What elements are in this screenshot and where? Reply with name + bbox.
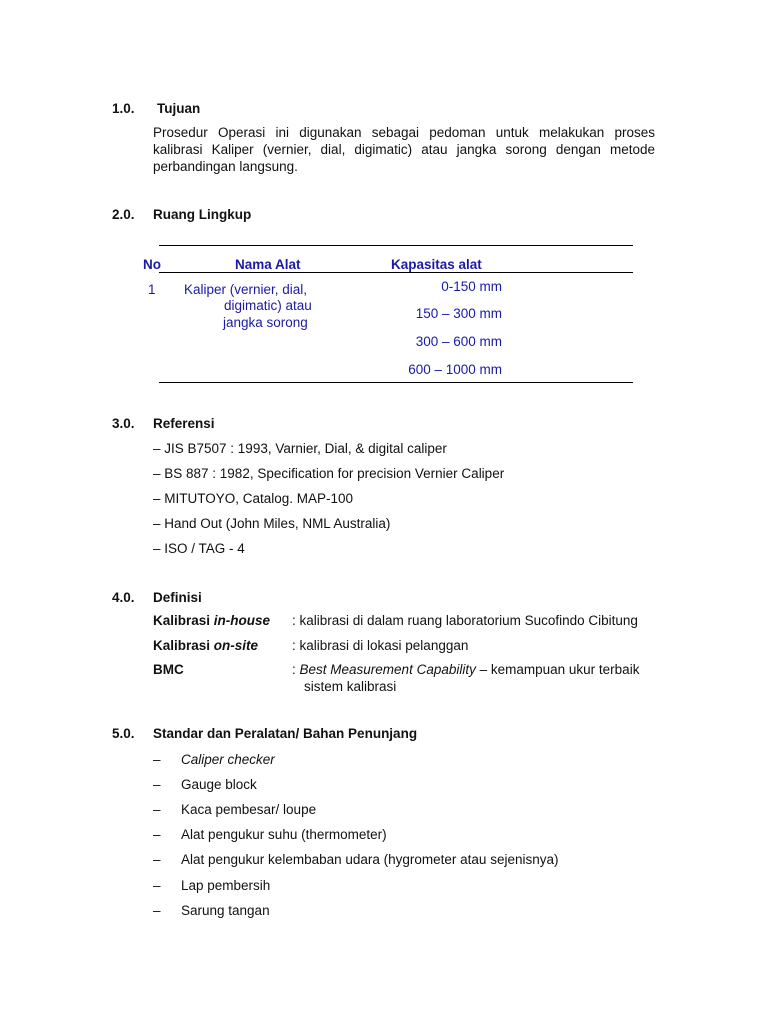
section-2-number: 2.0.: [112, 207, 135, 222]
table-cell-kapasitas-2: 150 – 300 mm: [415, 306, 502, 321]
equipment-dash: –: [153, 802, 161, 817]
definition-term-bmc: BMC: [153, 662, 184, 677]
equipment-dash: –: [153, 852, 161, 867]
section-2-title: Ruang Lingkup: [153, 207, 252, 222]
term-text: Kalibrasi: [153, 613, 214, 628]
term-text: Kalibrasi: [153, 638, 214, 653]
section-1-number: 1.0.: [112, 101, 135, 116]
definition-desc-inhouse: : kalibrasi di dalam ruang laboratorium Sucofindo Cibitung: [292, 613, 638, 628]
section-5-title: Standar dan Peralatan/ Bahan Penunjang: [153, 726, 418, 741]
table-bottom-rule: [159, 382, 633, 383]
equipment-item: Gauge block: [181, 777, 257, 792]
table-cell-nama-line-3: jangka sorong: [223, 315, 308, 330]
desc-emphasis: Best Measurement Capability: [299, 662, 476, 677]
table-cell-nama-line-2: digimatic) atau: [224, 298, 312, 313]
table-cell-kapasitas-3: 300 – 600 mm: [415, 334, 502, 349]
reference-item: – MITUTOYO, Catalog. MAP-100: [153, 491, 354, 506]
equipment-item-text: Caliper checker: [181, 752, 275, 767]
reference-item: – Hand Out (John Miles, NML Australia): [153, 516, 391, 531]
section-3-title: Referensi: [153, 416, 215, 431]
table-cell-kapasitas-4: 600 – 1000 mm: [408, 362, 502, 377]
table-header-nama-alat: Nama Alat: [235, 257, 301, 272]
table-cell-kapasitas-1: 0-150 mm: [441, 279, 502, 294]
reference-item: – JIS B7507 : 1993, Varnier, Dial, & digital caliper: [153, 441, 447, 456]
equipment-item: Lap pembersih: [181, 878, 271, 893]
equipment-dash: –: [153, 903, 161, 918]
equipment-dash: –: [153, 878, 161, 893]
equipment-item: Alat pengukur suhu (thermometer): [181, 827, 387, 842]
equipment-item: Sarung tangan: [181, 903, 270, 918]
section-1-title: Tujuan: [157, 101, 201, 116]
definition-desc-onsite: : kalibrasi di lokasi pelanggan: [292, 638, 469, 653]
equipment-item: [181, 752, 275, 767]
desc-prefix: :: [292, 662, 300, 677]
section-1-paragraph: Prosedur Operasi ini digunakan sebagai pedoman untuk melakukan proses kalibrasi Kaliper (vernier, dial, digimatic) atau jangka sorong dengan metode perbandingan langsung.: [153, 125, 655, 174]
equipment-dash: –: [153, 752, 161, 767]
definition-desc-bmc-line-2: sistem kalibrasi: [304, 679, 397, 694]
equipment-dash: –: [153, 827, 161, 842]
section-3-number: 3.0.: [112, 416, 135, 431]
table-header-no: No: [143, 257, 161, 272]
reference-item: – BS 887 : 1982, Specification for precision Vernier Caliper: [153, 466, 505, 481]
section-5-number: 5.0.: [112, 726, 135, 741]
table-header-rule: [159, 272, 633, 273]
definition-term-inhouse: [153, 613, 270, 628]
equipment-item: Alat pengukur kelembaban udara (hygrometer atau sejenisnya): [181, 852, 559, 867]
table-top-rule: [159, 245, 633, 246]
section-4-number: 4.0.: [112, 590, 135, 605]
table-cell-no: 1: [148, 282, 156, 297]
term-emphasis: on-site: [213, 638, 259, 653]
table-cell-nama-line-1: Kaliper (vernier, dial,: [184, 282, 308, 297]
term-emphasis: in-house: [213, 613, 271, 628]
equipment-dash: –: [153, 777, 161, 792]
desc-rest: – kemampuan ukur terbaik: [475, 662, 640, 677]
reference-item: – ISO / TAG - 4: [153, 541, 245, 556]
equipment-item: Kaca pembesar/ loupe: [181, 802, 317, 817]
table-header-kapasitas: Kapasitas alat: [391, 257, 482, 272]
section-4-title: Definisi: [153, 590, 202, 605]
definition-term-onsite: [153, 638, 258, 653]
definition-desc-bmc: [292, 662, 639, 677]
